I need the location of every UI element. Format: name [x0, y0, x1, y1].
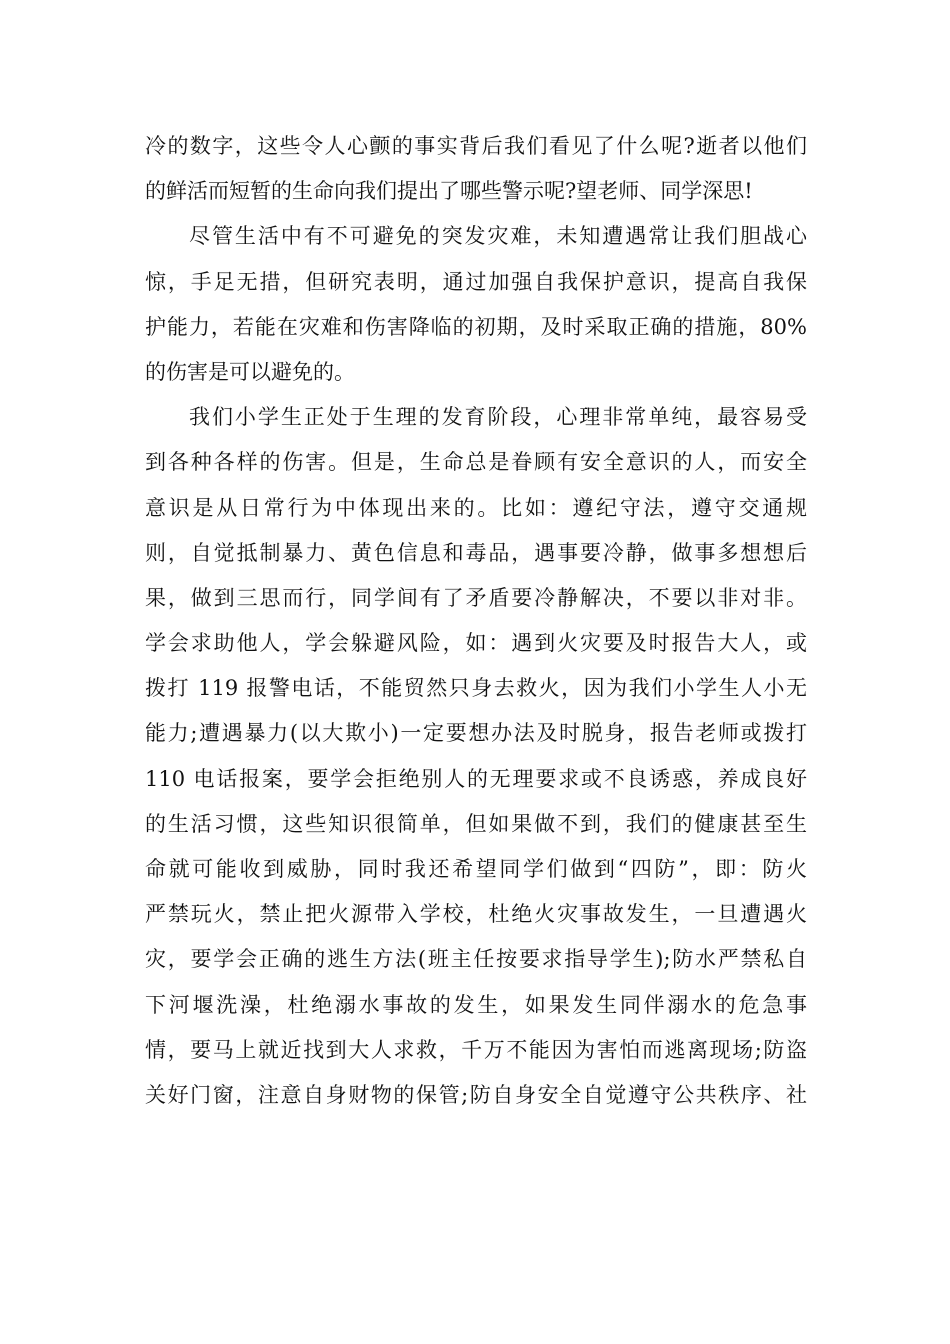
- text-line: 下河堰洗澡，杜绝溺水事故的发生，如果发生同伴溺水的危急事: [145, 992, 807, 1017]
- text-line: 110 电话报案，要学会拒绝别人的无理要求或不良诱惑，养成良好: [145, 766, 807, 791]
- text-line: 灾，要学会正确的逃生方法(班主任按要求指导学生);防水严禁私自: [145, 947, 807, 972]
- text-line: 严禁玩火，禁止把火源带入学校，杜绝火灾事故发生，一旦遭遇火: [145, 902, 807, 927]
- text-line: 关好门窗，注意自身财物的保管;防自身安全自觉遵守公共秩序、社: [145, 1082, 807, 1107]
- text-line: 冷的数字，这些令人心颤的事实背后我们看见了什么呢?逝者以他们: [145, 134, 807, 158]
- text-line: 学会求助他人，学会躲避风险，如：遇到火灾要及时报告大人，或: [145, 631, 807, 656]
- text-line: 能力;遭遇暴力(以大欺小)一定要想办法及时脱身，报告老师或拨打: [145, 721, 807, 746]
- text-line: 护能力，若能在灾难和伤害降临的初期，及时采取正确的措施，80%: [145, 314, 807, 339]
- text-line: 意识是从日常行为中体现出来的。比如：遵纪守法，遵守交通规: [145, 495, 807, 520]
- text-line: 拨打 119 报警电话，不能贸然只身去救火，因为我们小学生人小无: [145, 676, 807, 701]
- text-line: 情，要马上就近找到大人求救，千万不能因为害怕而逃离现场;防盗: [145, 1037, 807, 1062]
- paragraph-first-line: 我们小学生正处于生理的发育阶段，心理非常单纯，最容易受: [189, 405, 807, 430]
- paragraph-first-line: 尽管生活中有不可避免的突发灾难，未知遭遇常让我们胆战心: [189, 224, 807, 249]
- text-line: 的伤害是可以避免的。: [145, 359, 355, 384]
- text-line: 则，自觉抵制暴力、黄色信息和毒品，遇事要冷静，做事多想想后: [145, 540, 807, 565]
- text-line: 的生活习惯，这些知识很简单，但如果做不到，我们的健康甚至生: [145, 811, 807, 836]
- text-line: 命就可能收到威胁，同时我还希望同学们做到“四防”，即：防火: [145, 857, 807, 881]
- text-line: 的鲜活而短暂的生命向我们提出了哪些警示呢?望老师、同学深思!: [145, 179, 753, 204]
- text-line: 到各种各样的伤害。但是，生命总是眷顾有安全意识的人，而安全: [145, 450, 807, 475]
- text-line: 惊，手足无措，但研究表明，通过加强自我保护意识，提高自我保: [145, 269, 807, 294]
- body-text: [145, 124, 807, 1118]
- text-line: 果，做到三思而行，同学间有了矛盾要冷静解决，不要以非对非。: [145, 585, 807, 610]
